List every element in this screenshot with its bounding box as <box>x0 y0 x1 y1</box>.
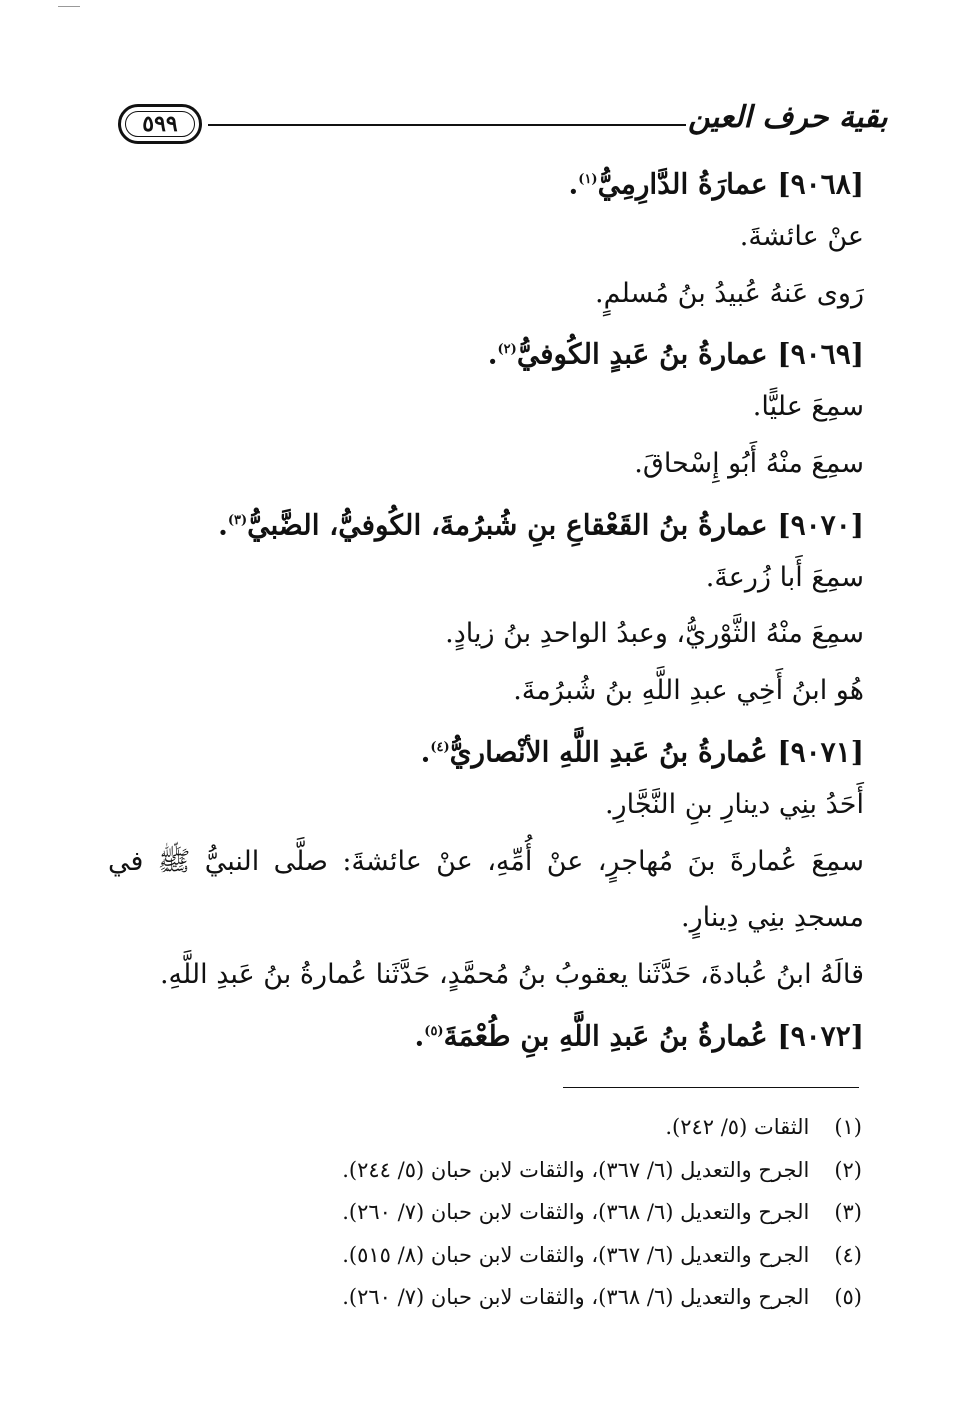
text-line: سمِعَ منْهُ أَبُو إِسْحاقَ. <box>634 447 864 479</box>
footnote-text: الجرح والتعديل (٦/ ٣٦٨)، والثقات لابن حبان (٧/ ٢٦٠). <box>342 1285 810 1309</box>
text-line: هُو ابنُ أَخِي عبدِ اللَّهِ بنُ شُبرُمةَ. <box>513 675 864 707</box>
text-line: أَحَدُ بنِي دينارِ بنِ النَّجَّارِ. <box>604 788 864 820</box>
footnote-number: (٢) <box>834 1157 862 1182</box>
footnote-5 <box>300 1276 862 1319</box>
footnote-number: (٥) <box>834 1285 862 1309</box>
entry-heading-9072: [٩٠٧٢] عُمارةُ بنُ عَبدِ اللَّهِ بنِ طُعْمَةَ$^{(٥)}$. <box>414 1019 864 1053</box>
footnote-number: (١) <box>834 1115 862 1139</box>
footnote-text: الثقات (٥/ ٢٤٢). <box>665 1115 810 1139</box>
text-line: سمِعَ منْهُ الثَّوْريُّ، وعبدُ الواحدِ بنُ زيادٍ. <box>445 618 864 650</box>
footnote-2 <box>300 1149 862 1192</box>
footnote-text: الجرح والتعديل (٦/ ٣٦٧)، والثقات لابن حبان (٥/ ٢٤٤). <box>342 1157 810 1182</box>
footnotes <box>300 1106 862 1319</box>
footnote-number: (٣) <box>834 1200 862 1224</box>
footnote-ref-5: (٥) <box>424 1023 444 1039</box>
footnote-ref-4: (٤) <box>430 739 450 755</box>
entry-heading-9068: [٩٠٦٨] عمارَةُ الدَّارِمِيُّ$^{(١)}$. <box>568 167 864 201</box>
page-number-badge <box>118 104 202 144</box>
footnote-ref-2: (٢) <box>497 342 517 358</box>
footnote-4 <box>300 1234 862 1277</box>
footnote-ref-3: (٣) <box>227 512 248 528</box>
entry-heading-9069: [٩٠٦٩] عمارةُ بنُ عَبدٍ الكُوفيُّ$^{(٢)}$. <box>487 337 864 371</box>
footnote-ref-1: (١) <box>578 172 598 187</box>
footnote-number: (٤) <box>834 1242 862 1267</box>
entry-heading-9070: [٩٠٧٠] عمارةُ بنُ القَعْقاعِ بنِ شُبرُمةَ، الكُوفيُّ، الضَّبيُّ$^{(٣)}$. <box>218 508 864 542</box>
page-number: ٥٩٩ <box>142 111 178 137</box>
entry-heading-9071: [٩٠٧١] عُمارةُ بنُ عَبدِ اللَّهِ الأنْصاريُّ$^{(٤)}$. <box>420 735 864 769</box>
text-line: عنْ عائشةَ. <box>739 220 864 252</box>
text-line: سمِعَ عُمارةَ بنَ مُهاجرٍ، عنْ أُمِّهِ، عنْ عائشةَ: صلَّى النبيُّ ﷺ في <box>108 845 864 877</box>
text-line: قالَهُ ابنُ عُبادةَ، حَدَّثَنا يعقوبُ بنُ مُحمَّدٍ، حَدَّثَنا عُمارةُ بنُ عَبدِ اللَّهِ. <box>159 959 864 991</box>
text-line: مسجدِ بنِي دِينارٍ. <box>680 902 864 934</box>
top-edge-mark <box>58 6 80 7</box>
footnote-text: الجرح والتعديل (٦/ ٣٦٨)، والثقات لابن حبان (٧/ ٢٦٠). <box>342 1200 810 1224</box>
footnote-text: الجرح والتعديل (٦/ ٣٦٧)، والثقات لابن حبان (٨/ ٥١٥). <box>342 1242 810 1267</box>
text-line: سمِعَ أَبا زُرعةَ. <box>705 561 864 593</box>
footnote-separator <box>563 1087 859 1088</box>
text-line: سمِعَ عليًّا. <box>752 391 864 423</box>
footnote-3 <box>300 1191 862 1234</box>
footnote-1 <box>300 1106 862 1149</box>
page-header <box>118 98 888 154</box>
main-text <box>108 152 864 1061</box>
running-title: بقية حرف العين <box>688 100 888 135</box>
text-line: رَوى عَنهُ عُبيدُ بنُ مُسلمٍ. <box>595 277 864 309</box>
header-rule <box>208 124 686 126</box>
